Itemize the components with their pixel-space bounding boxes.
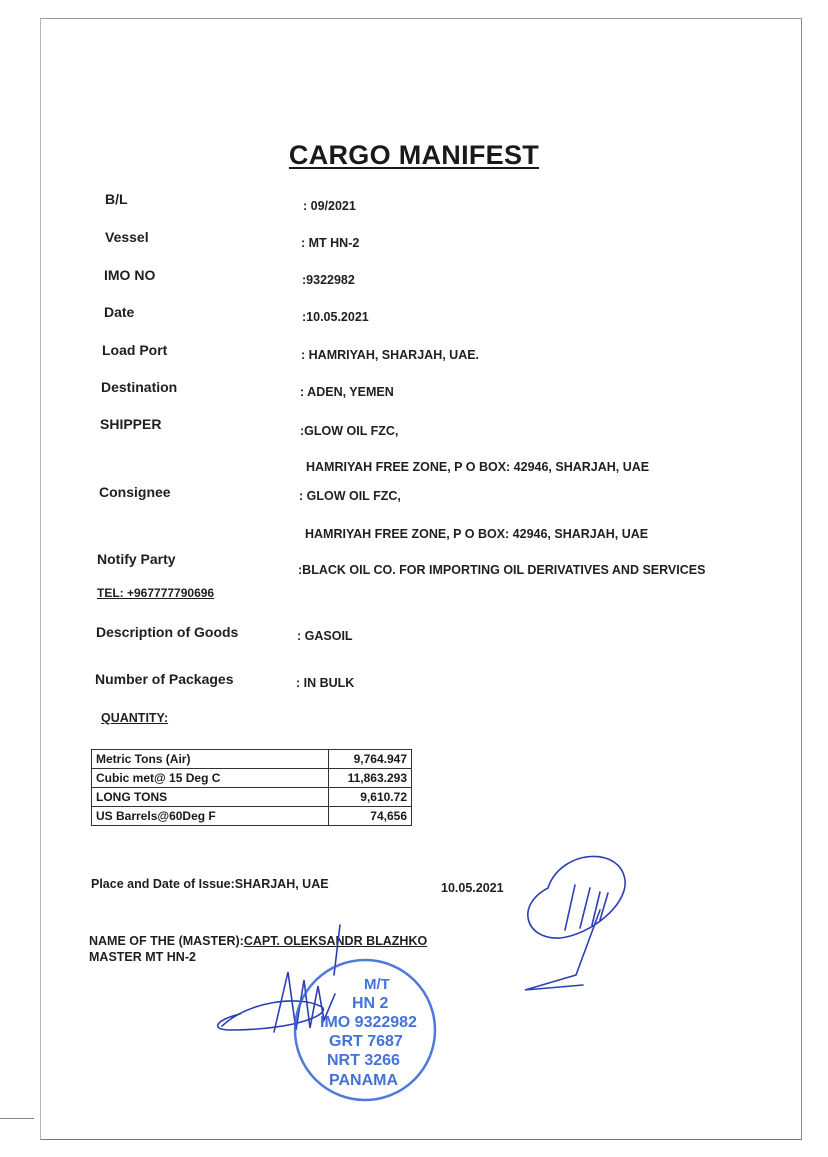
stamp-text: IMO 9322982 bbox=[320, 1014, 417, 1031]
field-label-description: Description of Goods bbox=[96, 624, 239, 640]
master-name: CAPT. OLEKSANDR BLAZHKO bbox=[243, 934, 428, 948]
field-label-imo: IMO NO bbox=[104, 267, 156, 283]
issue-place: Place and Date of Issue:SHARJAH, UAE bbox=[91, 877, 329, 891]
master-vessel-line: MASTER MT HN-2 bbox=[89, 950, 196, 964]
quantity-amount: 9,764.947 bbox=[329, 750, 412, 769]
field-value-destination: : ADEN, YEMEN bbox=[300, 385, 394, 399]
quantity-heading: QUANTITY: bbox=[101, 711, 169, 725]
field-label-bl: B/L bbox=[105, 191, 128, 207]
field-value-vessel: : MT HN-2 bbox=[301, 236, 360, 250]
quantity-amount: 74,656 bbox=[329, 807, 412, 826]
notify-party-tel: TEL: +967777790696 bbox=[97, 586, 215, 600]
consignee-address: HAMRIYAH FREE ZONE, P O BOX: 42946, SHARJAH, UAE bbox=[305, 527, 649, 541]
document-title: CARGO MANIFEST bbox=[288, 140, 540, 170]
field-label-destination: Destination bbox=[101, 379, 178, 395]
field-label-date: Date bbox=[104, 304, 135, 320]
field-label-load-port: Load Port bbox=[102, 342, 168, 358]
quantity-amount: 9,610.72 bbox=[329, 788, 412, 807]
quantity-unit: US Barrels@60Deg F bbox=[92, 807, 329, 826]
quantity-unit: Metric Tons (Air) bbox=[92, 750, 329, 769]
master-label: NAME OF THE (MASTER): bbox=[89, 934, 244, 948]
stamp-text: M/T bbox=[364, 976, 390, 993]
quantity-unit: LONG TONS bbox=[92, 788, 329, 807]
field-label-notify-party: Notify Party bbox=[97, 551, 176, 567]
field-value-notify-party: :BLACK OIL CO. FOR IMPORTING OIL DERIVATIVES AND SERVICES bbox=[298, 563, 706, 577]
field-value-imo: :9322982 bbox=[302, 273, 355, 287]
stamp-text: PANAMA bbox=[329, 1072, 399, 1089]
stamp-text: HN 2 bbox=[352, 995, 389, 1012]
field-label-packages: Number of Packages bbox=[95, 671, 234, 687]
issue-date: 10.05.2021 bbox=[441, 881, 504, 895]
shipper-address: HAMRIYAH FREE ZONE, P O BOX: 42946, SHARJAH, UAE bbox=[306, 460, 650, 474]
field-value-load-port: : HAMRIYAH, SHARJAH, UAE. bbox=[301, 348, 480, 362]
stamp-text: GRT 7687 bbox=[329, 1033, 403, 1050]
field-value-date: :10.05.2021 bbox=[302, 310, 369, 324]
field-value-consignee: : GLOW OIL FZC, bbox=[299, 489, 401, 503]
stamp-text: NRT 3266 bbox=[327, 1052, 400, 1069]
field-label-consignee: Consignee bbox=[99, 484, 171, 500]
quantity-amount: 11,863.293 bbox=[329, 769, 412, 788]
field-value-packages: : IN BULK bbox=[296, 676, 355, 690]
field-value-description: : GASOIL bbox=[297, 629, 353, 643]
field-label-shipper: SHIPPER bbox=[100, 416, 162, 432]
field-value-shipper: :GLOW OIL FZC, bbox=[300, 424, 399, 438]
field-value-bl: : 09/2021 bbox=[303, 199, 356, 213]
quantity-unit: Cubic met@ 15 Deg C bbox=[92, 769, 329, 788]
field-label-vessel: Vessel bbox=[105, 229, 149, 245]
